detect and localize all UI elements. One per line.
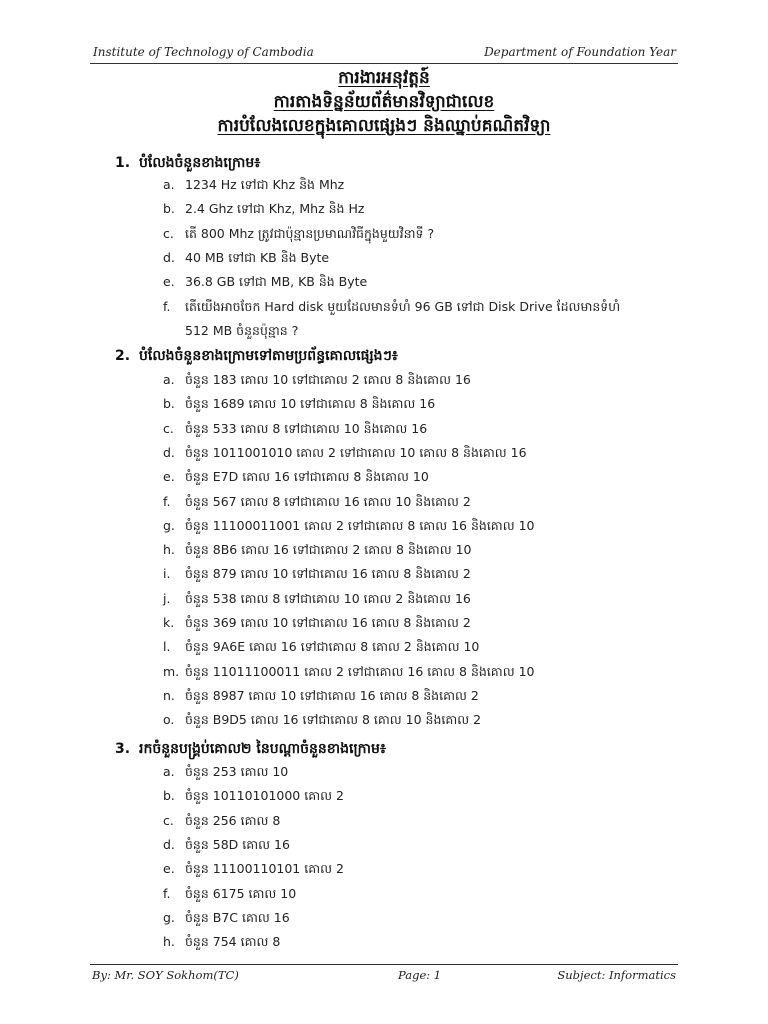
item-text: ចំនួន 567 គោល 8 ទៅជាគោល 16 គោល 10 និងគោល 2 (185, 493, 471, 509)
exercise-item (163, 201, 364, 220)
section-heading (115, 153, 260, 174)
item-letter: a. (163, 372, 175, 387)
item-letter: f. (163, 493, 171, 509)
exercise-item (163, 764, 288, 783)
doc-title: ការងារអនុវត្តន៍ (338, 68, 430, 88)
item-text: ចំនួន 879 គោល 10 ទៅជាគោល 16 គោល 8 និងគោល 2 (185, 566, 471, 582)
exercise-item (163, 837, 290, 856)
exercise-item (163, 615, 471, 634)
item-text: ចំនួន 11011100011 គោល 2 ទៅជាគោល 16 គោល 8 និងគោល 10 (185, 663, 535, 679)
item-text: ចំនួន 58D គោល 16 (185, 836, 290, 852)
exercise-item (163, 861, 344, 880)
exercise-item (163, 494, 471, 513)
item-text-continued: 512 MB ចំនួនប៉ុន្មាន ? (185, 322, 299, 338)
item-letter: e. (163, 469, 175, 485)
item-text: ចំនួន 754 គោល 8 (185, 934, 281, 950)
item-text: ចំនួន 533 គោល 8 ទៅជាគោល 10 និងគោល 16 (185, 420, 428, 436)
exercise-item (163, 177, 344, 196)
exercise-item (163, 688, 479, 707)
item-text: តើ 800 Mhz ត្រូវជាប៉ុន្មានប្រមាណវិធីក្នុងមួយវិនាទី ? (185, 225, 435, 241)
item-letter: a. (163, 764, 175, 779)
item-letter: g. (163, 517, 175, 533)
item-text: ចំនួន 538 គោល 8 ទៅជាគោល 10 គោល 2 និងគោល 16 (185, 590, 471, 606)
item-letter: e. (163, 274, 175, 290)
item-letter: c. (163, 420, 174, 436)
exercise-item (163, 910, 290, 929)
item-text: ចំនួន 253 គោល 10 (185, 764, 289, 779)
item-text: ចំនួន 256 គោល 8 (185, 812, 281, 828)
item-letter: b. (163, 788, 175, 804)
exercise-item (163, 226, 434, 245)
item-text: ចំនួន B7C គោល 16 (185, 909, 290, 925)
exercise-item (163, 372, 471, 391)
item-text: តើយើងអាចចែក Hard disk មួយដែលមានទំហំ 96 GB ទៅជា Disk Drive ដែលមានទំហំ (185, 298, 621, 314)
exercise-item (163, 250, 329, 269)
exercise-item (163, 886, 296, 905)
item-letter: o. (163, 712, 175, 728)
item-text: ចំនួន 11100110101 គោល 2 (185, 861, 344, 877)
exercise-item (163, 591, 471, 610)
item-text: ចំនួន 6175 គោល 10 (185, 885, 297, 901)
item-letter: i. (163, 566, 171, 582)
item-text: ចំនួន 8987 គោល 10 ទៅជាគោល 16 គោល 8 និងគោល 2 (185, 687, 479, 703)
item-text: ចំនួន 183 គោល 10 ទៅជាគោល 2 គោល 8 និងគោល 16 (185, 372, 471, 387)
page-footer (90, 964, 678, 987)
exercise-item (163, 274, 367, 293)
page-number: Page: 1 (398, 968, 442, 982)
document-titles (0, 66, 768, 138)
item-text: ចំនួន 9A6E គោល 16 ទៅជាគោល 8 គោល 2 និងគោល 10 (185, 639, 480, 655)
item-text: ចំនួន 1689 គោល 10 ទៅជាគោល 8 និងគោល 16 (185, 396, 436, 412)
item-text: ចំនួន E7D គោល 16 ទៅជាគោល 8 និងគោល 10 (185, 469, 429, 485)
item-letter: b. (163, 201, 175, 217)
section-number: 3. (115, 741, 131, 757)
exercise-item (163, 712, 481, 731)
institute-name: Institute of Technology of Cambodia (93, 45, 314, 59)
author: By: Mr. SOY Sokhom(TC) (92, 968, 239, 982)
item-text: 1234 Hz ទៅជា Khz និង Mhz (185, 177, 345, 192)
item-letter: g. (163, 909, 175, 925)
section-number: 2. (115, 348, 131, 364)
section-number: 1. (115, 155, 131, 171)
exercise-item (163, 813, 280, 832)
item-text: ចំនួន 11100011001 គោល 2 ទៅជាគោល 8 គោល 16 និងគោល 10 (185, 517, 535, 533)
exercise-item (163, 299, 620, 318)
item-letter: d. (163, 249, 175, 265)
item-letter: h. (163, 934, 175, 950)
item-letter: h. (163, 542, 175, 558)
exercise-item (163, 664, 535, 683)
item-text: ចំនួន 10110101000 គោល 2 (185, 788, 344, 804)
section-title: រកចំនួនបង្គ្រប់គោល២ នៃបណ្ដាចំនួនខាងក្រោម៖ (139, 741, 387, 757)
exercise-item (163, 934, 280, 953)
section-heading (115, 346, 398, 367)
exercise-item (163, 518, 535, 537)
item-letter: a. (163, 177, 175, 192)
exercise-item (163, 469, 429, 488)
item-letter: l. (163, 639, 171, 655)
doc-subtitle: ការតាងទិន្នន័យព័ត៌មានវិទ្យាជាលេខ (273, 92, 495, 112)
exercise-item (163, 445, 527, 464)
exercise-item (163, 639, 479, 658)
item-letter: e. (163, 861, 175, 877)
item-text: 40 MB ទៅជា KB និង Byte (185, 249, 330, 265)
exercise-item (163, 788, 344, 807)
item-text: ចំនួន B9D5 គោល 16 ទៅជាគោល 8 គោល 10 និងគោល 2 (185, 712, 482, 728)
item-letter: m. (163, 663, 180, 679)
item-letter: k. (163, 615, 175, 630)
item-letter: d. (163, 444, 175, 460)
exercise-item (163, 396, 435, 415)
page-header (90, 43, 678, 64)
item-letter: n. (163, 687, 175, 703)
item-letter: c. (163, 225, 174, 241)
item-text: 2.4 Ghz ទៅជា Khz, Mhz និង Hz (185, 201, 365, 217)
item-letter: f. (163, 298, 171, 314)
section-heading (115, 739, 386, 760)
item-letter: b. (163, 396, 175, 412)
doc-subtitle-2: ការបំលែងលេខក្នុងគោលផ្សេងៗ និងឈ្នាប់គណិតវិទ្យា (217, 116, 551, 136)
item-text: 36.8 GB ទៅជា MB, KB និង Byte (185, 274, 368, 290)
exercise-item (163, 542, 472, 561)
item-text: ចំនួន 1011001010 គោល 2 ទៅជាគោល 10 គោល 8 និងគោល 16 (185, 444, 527, 460)
section-title: បំលែងចំនួនខាងក្រោម៖ (139, 155, 261, 171)
item-text: ចំនួន 8B6 គោល 16 ទៅជាគោល 2 គោល 8 និងគោល 10 (185, 542, 472, 558)
exercise-item (163, 566, 471, 585)
item-letter: c. (163, 812, 174, 828)
subject: Subject: Informatics (557, 968, 676, 982)
item-letter: f. (163, 885, 171, 901)
section-title: បំលែងចំនួនខាងក្រោមទៅតាមប្រព័ន្ធគោលផ្សេងៗ៖ (139, 348, 398, 364)
exercise-item (163, 421, 427, 440)
item-text: ចំនួន 369 គោល 10 ទៅជាគោល 16 គោល 8 និងគោល 2 (185, 615, 471, 630)
department-name: Department of Foundation Year (484, 45, 676, 59)
item-letter: j. (163, 590, 171, 606)
item-letter: d. (163, 836, 175, 852)
